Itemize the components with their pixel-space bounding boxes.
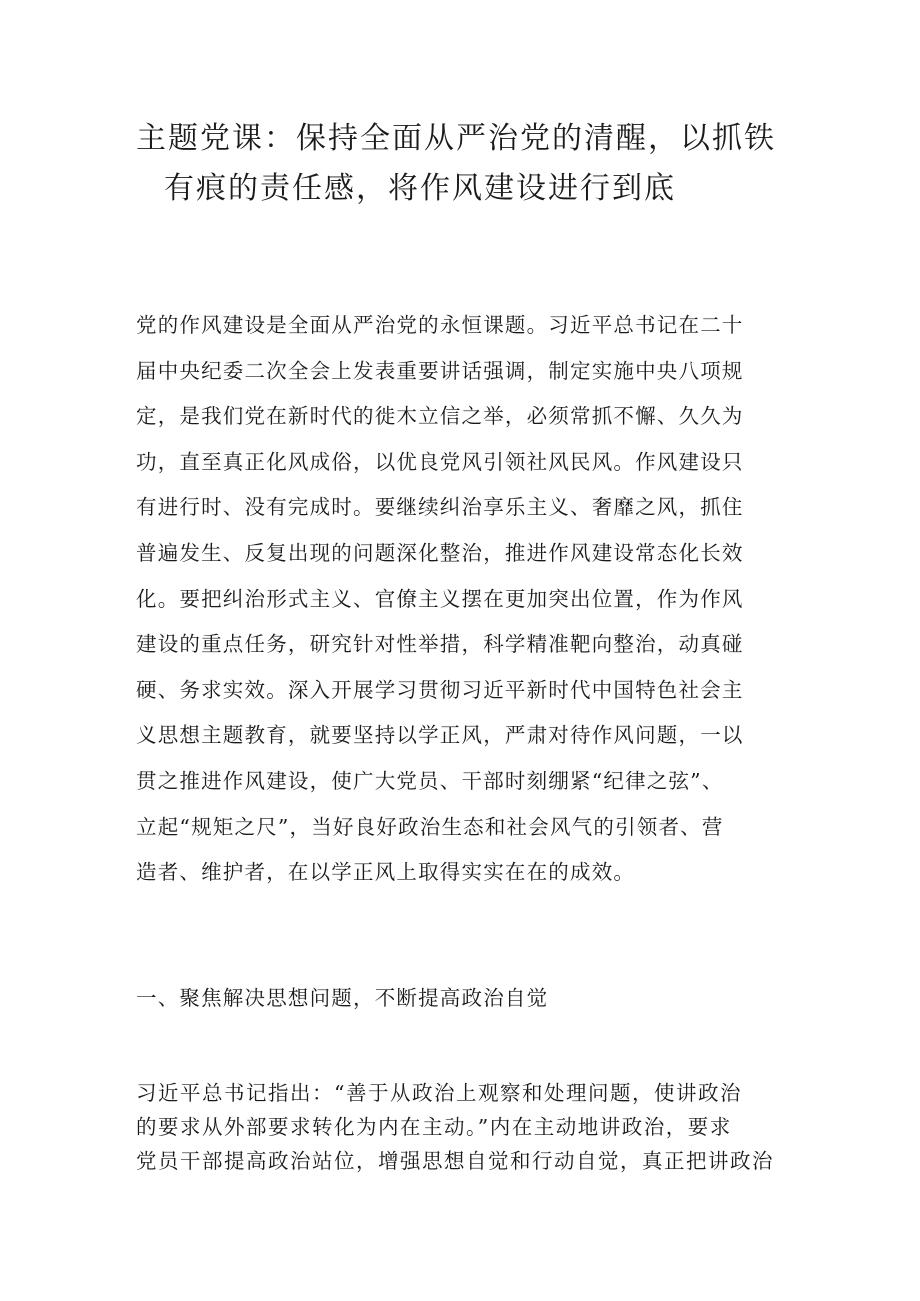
paragraph-line: 义思想主题教育，就要坚持以学正风，严肃对待作风问题，一以 [136, 723, 744, 748]
title-line: 有痕的责任感，将作风建设进行到底 [164, 171, 676, 206]
paragraph-line: 化。要把纠治形式主义、官僚主义摆在更加突出位置，作为作风 [136, 586, 744, 611]
paragraph-line: 定，是我们党在新时代的徙木立信之举，必须常抓不懈、久久为 [136, 404, 744, 429]
paragraph-line: 届中央纪委二次全会上发表重要讲话强调，制定实施中央八项规 [136, 358, 744, 383]
paragraph-line: 建设的重点任务，研究针对性举措，科学精准靶向整治，动真碰 [136, 632, 744, 657]
paragraph-line: 贯之推进作风建设，使广大党员、干部时刻绷紧“纪律之弦”、 [136, 768, 724, 793]
paragraph-line: 普遍发生、反复出现的问题深化整治，推进作风建设常态化长效 [136, 540, 744, 565]
section-paragraph [136, 1076, 796, 1178]
paragraph-line: 立起“规矩之尺”，当好良好政治生态和社会风气的引领者、营 [136, 814, 724, 839]
title-line: 主题党课：保持全面从严治党的清醒，以抓铁 [136, 121, 776, 156]
paragraph-line: 有进行时、没有完成时。要继续纠治享乐主义、奢靡之风，抓住 [136, 495, 744, 520]
paragraph-line: 造者、维护者，在以学正风上取得实实在在的成效。 [136, 860, 636, 885]
intro-paragraph [136, 303, 796, 896]
paragraph-line: 硬、务求实效。深入开展学习贯彻习近平新时代中国特色社会主 [136, 677, 744, 702]
document-title [136, 114, 796, 214]
paragraph-line: 功，直至真正化风成俗，以优良党风引领社风民风。作风建设只 [136, 449, 744, 474]
paragraph-line: 党的作风建设是全面从严治党的永恒课题。习近平总书记在二十 [136, 313, 744, 337]
paragraph-line: 党员干部提高政治站位，增强思想自觉和行动自觉，真正把讲政治 [136, 1149, 774, 1173]
paragraph-line: 的要求从外部要求转化为内在主动。”内在主动地讲政治，要求 [136, 1115, 732, 1139]
paragraph-line: 习近平总书记指出：“善于从政治上观察和处理问题，使讲政治 [136, 1081, 742, 1105]
section-heading: 一、聚焦解决思想问题，不断提高政治自觉 [136, 986, 549, 1010]
